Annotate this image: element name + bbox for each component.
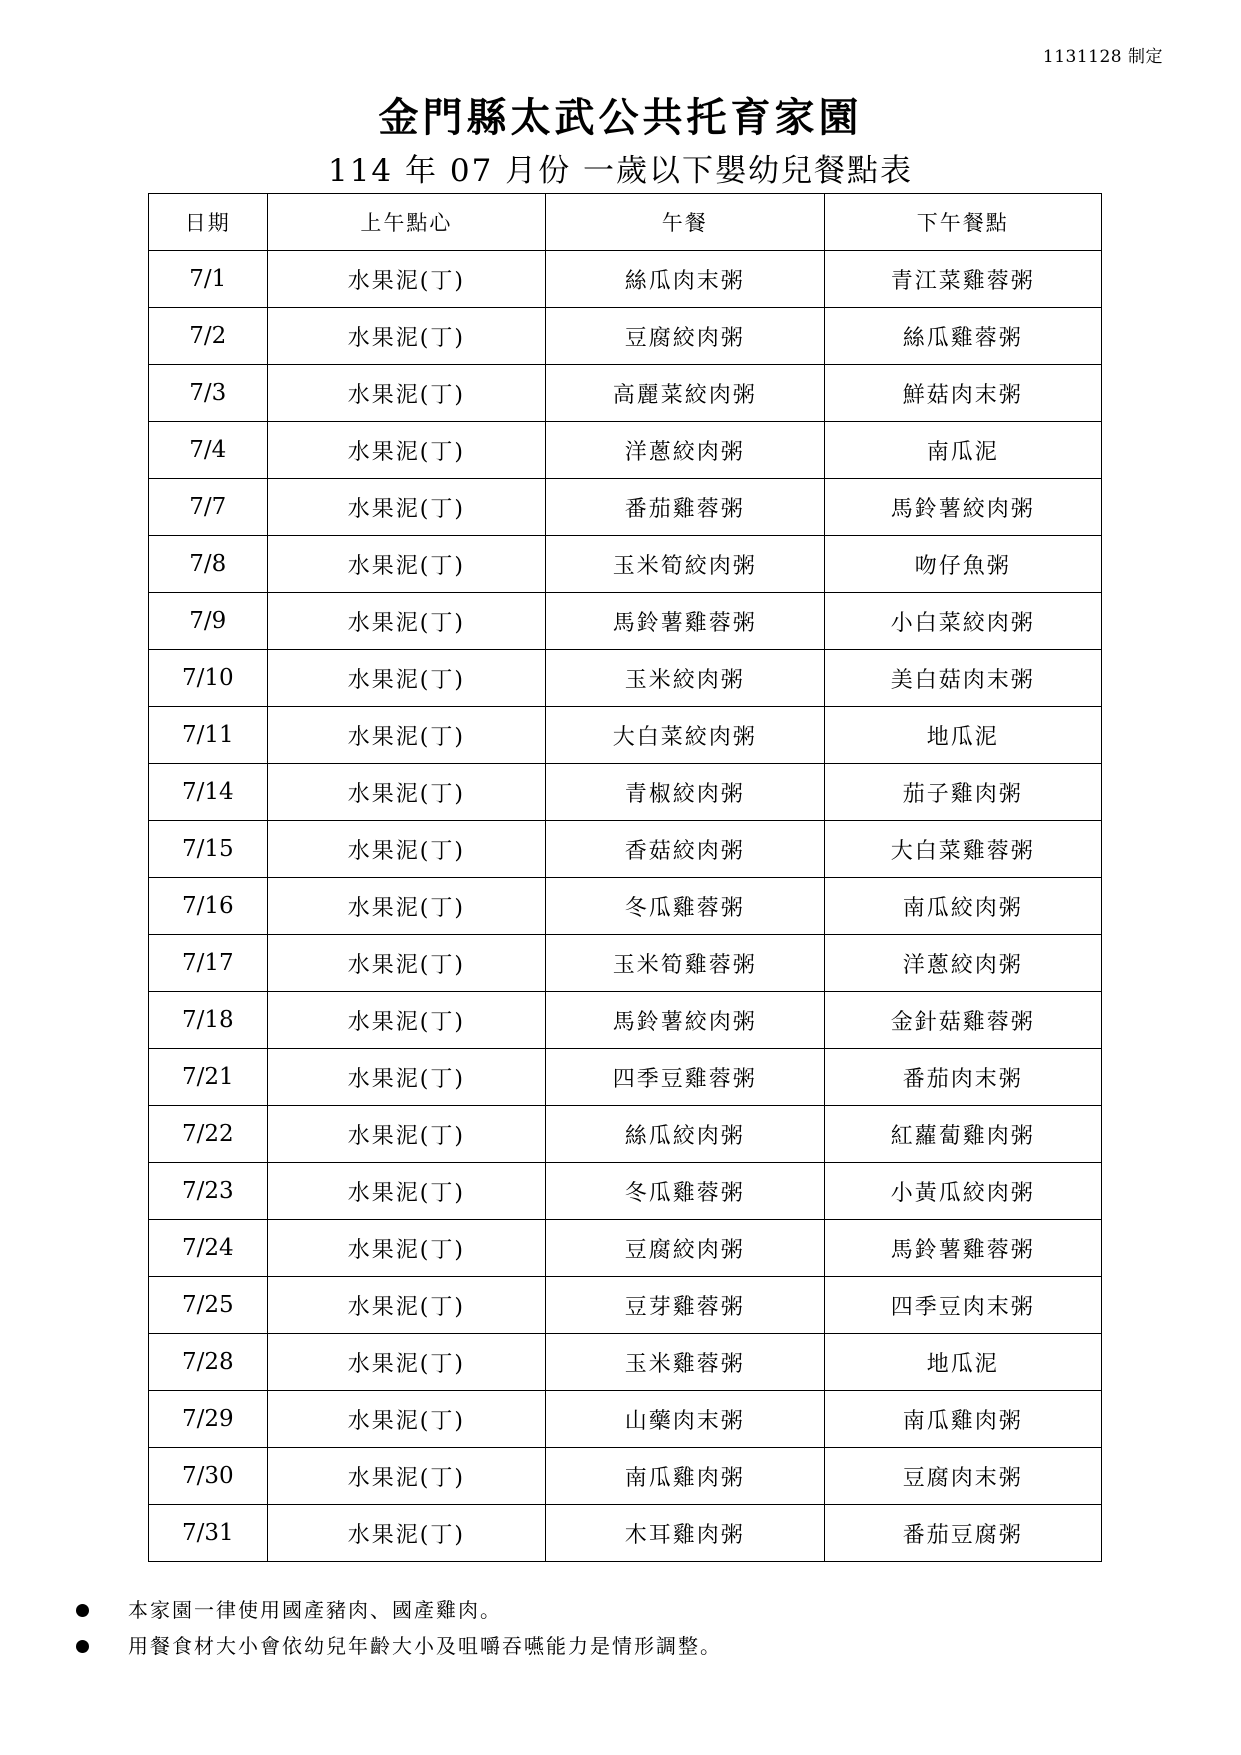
cell-afternoon-meal: 馬鈴薯絞肉粥 [824, 479, 1101, 536]
cell-afternoon-meal: 小黃瓜絞肉粥 [824, 1163, 1101, 1220]
table-header-row [149, 194, 1102, 251]
cell-afternoon-meal: 南瓜泥 [824, 422, 1101, 479]
table-row [149, 308, 1102, 365]
table-body [149, 251, 1102, 1562]
cell-morning-snack: 水果泥(丁) [267, 1163, 545, 1220]
cell-morning-snack: 水果泥(丁) [267, 479, 545, 536]
cell-afternoon-meal: 馬鈴薯雞蓉粥 [824, 1220, 1101, 1277]
cell-morning-snack: 水果泥(丁) [267, 935, 545, 992]
table-row [149, 878, 1102, 935]
table-row [149, 1334, 1102, 1391]
table-row [149, 707, 1102, 764]
cell-lunch: 馬鈴薯雞蓉粥 [546, 593, 824, 650]
bullet-icon [76, 1640, 89, 1653]
table-row [149, 1505, 1102, 1562]
cell-date: 7/7 [149, 479, 268, 536]
cell-date: 7/31 [149, 1505, 268, 1562]
cell-afternoon-meal: 紅蘿蔔雞肉粥 [824, 1106, 1101, 1163]
header-afternoon-meal: 下午餐點 [824, 194, 1101, 251]
cell-afternoon-meal: 豆腐肉末粥 [824, 1448, 1101, 1505]
cell-lunch: 青椒絞肉粥 [546, 764, 824, 821]
cell-lunch: 高麗菜絞肉粥 [546, 365, 824, 422]
cell-afternoon-meal: 番茄肉末粥 [824, 1049, 1101, 1106]
cell-date: 7/10 [149, 650, 268, 707]
cell-afternoon-meal: 茄子雞肉粥 [824, 764, 1101, 821]
cell-morning-snack: 水果泥(丁) [267, 707, 545, 764]
cell-morning-snack: 水果泥(丁) [267, 1448, 545, 1505]
cell-afternoon-meal: 番茄豆腐粥 [824, 1505, 1101, 1562]
cell-morning-snack: 水果泥(丁) [267, 365, 545, 422]
header-date: 日期 [149, 194, 268, 251]
cell-date: 7/28 [149, 1334, 268, 1391]
cell-date: 7/9 [149, 593, 268, 650]
cell-date: 7/30 [149, 1448, 268, 1505]
cell-morning-snack: 水果泥(丁) [267, 878, 545, 935]
notes-list [74, 1592, 1174, 1664]
cell-date: 7/3 [149, 365, 268, 422]
cell-date: 7/29 [149, 1391, 268, 1448]
cell-morning-snack: 水果泥(丁) [267, 308, 545, 365]
cell-date: 7/21 [149, 1049, 268, 1106]
note-item [74, 1592, 1174, 1628]
cell-afternoon-meal: 美白菇肉末粥 [824, 650, 1101, 707]
cell-morning-snack: 水果泥(丁) [267, 1334, 545, 1391]
cell-date: 7/16 [149, 878, 268, 935]
table-row [149, 650, 1102, 707]
cell-morning-snack: 水果泥(丁) [267, 1505, 545, 1562]
cell-date: 7/25 [149, 1277, 268, 1334]
cell-lunch: 南瓜雞肉粥 [546, 1448, 824, 1505]
table-row [149, 365, 1102, 422]
note-text: 本家園一律使用國產豬肉、國產雞肉。 [128, 1598, 502, 1622]
cell-date: 7/2 [149, 308, 268, 365]
cell-morning-snack: 水果泥(丁) [267, 593, 545, 650]
cell-lunch: 冬瓜雞蓉粥 [546, 878, 824, 935]
cell-morning-snack: 水果泥(丁) [267, 536, 545, 593]
cell-morning-snack: 水果泥(丁) [267, 1391, 545, 1448]
cell-lunch: 絲瓜肉末粥 [546, 251, 824, 308]
cell-afternoon-meal: 絲瓜雞蓉粥 [824, 308, 1101, 365]
note-item [74, 1628, 1174, 1664]
cell-lunch: 山藥肉末粥 [546, 1391, 824, 1448]
cell-lunch: 四季豆雞蓉粥 [546, 1049, 824, 1106]
cell-date: 7/17 [149, 935, 268, 992]
table-row [149, 1049, 1102, 1106]
cell-lunch: 玉米筍絞肉粥 [546, 536, 824, 593]
cell-afternoon-meal: 大白菜雞蓉粥 [824, 821, 1101, 878]
table-row [149, 479, 1102, 536]
cell-afternoon-meal: 地瓜泥 [824, 707, 1101, 764]
table-row [149, 422, 1102, 479]
table-row [149, 593, 1102, 650]
cell-lunch: 絲瓜絞肉粥 [546, 1106, 824, 1163]
cell-lunch: 玉米雞蓉粥 [546, 1334, 824, 1391]
cell-lunch: 豆腐絞肉粥 [546, 308, 824, 365]
cell-date: 7/18 [149, 992, 268, 1049]
cell-morning-snack: 水果泥(丁) [267, 1106, 545, 1163]
cell-afternoon-meal: 南瓜絞肉粥 [824, 878, 1101, 935]
cell-afternoon-meal: 鮮菇肉末粥 [824, 365, 1101, 422]
cell-date: 7/22 [149, 1106, 268, 1163]
cell-morning-snack: 水果泥(丁) [267, 251, 545, 308]
table-row [149, 1391, 1102, 1448]
cell-morning-snack: 水果泥(丁) [267, 764, 545, 821]
table-row [149, 1106, 1102, 1163]
cell-morning-snack: 水果泥(丁) [267, 1220, 545, 1277]
cell-afternoon-meal: 洋蔥絞肉粥 [824, 935, 1101, 992]
cell-afternoon-meal: 金針菇雞蓉粥 [824, 992, 1101, 1049]
header-lunch: 午餐 [546, 194, 824, 251]
page-subtitle: 114 年 07 月份 一歲以下嬰幼兒餐點表 [327, 153, 914, 189]
cell-lunch: 大白菜絞肉粥 [546, 707, 824, 764]
note-text: 用餐食材大小會依幼兒年齡大小及咀嚼吞嚥能力是情形調整。 [128, 1634, 722, 1658]
cell-morning-snack: 水果泥(丁) [267, 992, 545, 1049]
table-row [149, 821, 1102, 878]
cell-afternoon-meal: 吻仔魚粥 [824, 536, 1101, 593]
cell-lunch: 番茄雞蓉粥 [546, 479, 824, 536]
cell-date: 7/1 [149, 251, 268, 308]
table-row [149, 764, 1102, 821]
cell-morning-snack: 水果泥(丁) [267, 1049, 545, 1106]
cell-date: 7/11 [149, 707, 268, 764]
table-row [149, 935, 1102, 992]
cell-lunch: 豆芽雞蓉粥 [546, 1277, 824, 1334]
cell-morning-snack: 水果泥(丁) [267, 1277, 545, 1334]
cell-lunch: 木耳雞肉粥 [546, 1505, 824, 1562]
header-morning-snack: 上午點心 [267, 194, 545, 251]
cell-date: 7/23 [149, 1163, 268, 1220]
meal-table [148, 193, 1102, 1562]
cell-lunch: 玉米筍雞蓉粥 [546, 935, 824, 992]
table-row [149, 992, 1102, 1049]
cell-afternoon-meal: 青江菜雞蓉粥 [824, 251, 1101, 308]
cell-date: 7/4 [149, 422, 268, 479]
table-row [149, 251, 1102, 308]
cell-date: 7/15 [149, 821, 268, 878]
cell-morning-snack: 水果泥(丁) [267, 650, 545, 707]
cell-afternoon-meal: 南瓜雞肉粥 [824, 1391, 1101, 1448]
table-row [149, 1163, 1102, 1220]
cell-lunch: 香菇絞肉粥 [546, 821, 824, 878]
cell-lunch: 冬瓜雞蓉粥 [546, 1163, 824, 1220]
cell-morning-snack: 水果泥(丁) [267, 821, 545, 878]
cell-afternoon-meal: 地瓜泥 [824, 1334, 1101, 1391]
cell-date: 7/24 [149, 1220, 268, 1277]
cell-lunch: 玉米絞肉粥 [546, 650, 824, 707]
page-title: 金門縣太武公共托育家園 [378, 94, 863, 141]
cell-lunch: 馬鈴薯絞肉粥 [546, 992, 824, 1049]
cell-date: 7/14 [149, 764, 268, 821]
table-row [149, 1277, 1102, 1334]
cell-afternoon-meal: 小白菜絞肉粥 [824, 593, 1101, 650]
cell-lunch: 豆腐絞肉粥 [546, 1220, 824, 1277]
table-row [149, 536, 1102, 593]
cell-lunch: 洋蔥絞肉粥 [546, 422, 824, 479]
cell-morning-snack: 水果泥(丁) [267, 422, 545, 479]
cell-afternoon-meal: 四季豆肉末粥 [824, 1277, 1101, 1334]
cell-date: 7/8 [149, 536, 268, 593]
document-code: 1131128 制定 [1042, 47, 1163, 67]
table-row [149, 1448, 1102, 1505]
bullet-icon [76, 1604, 89, 1617]
table-row [149, 1220, 1102, 1277]
